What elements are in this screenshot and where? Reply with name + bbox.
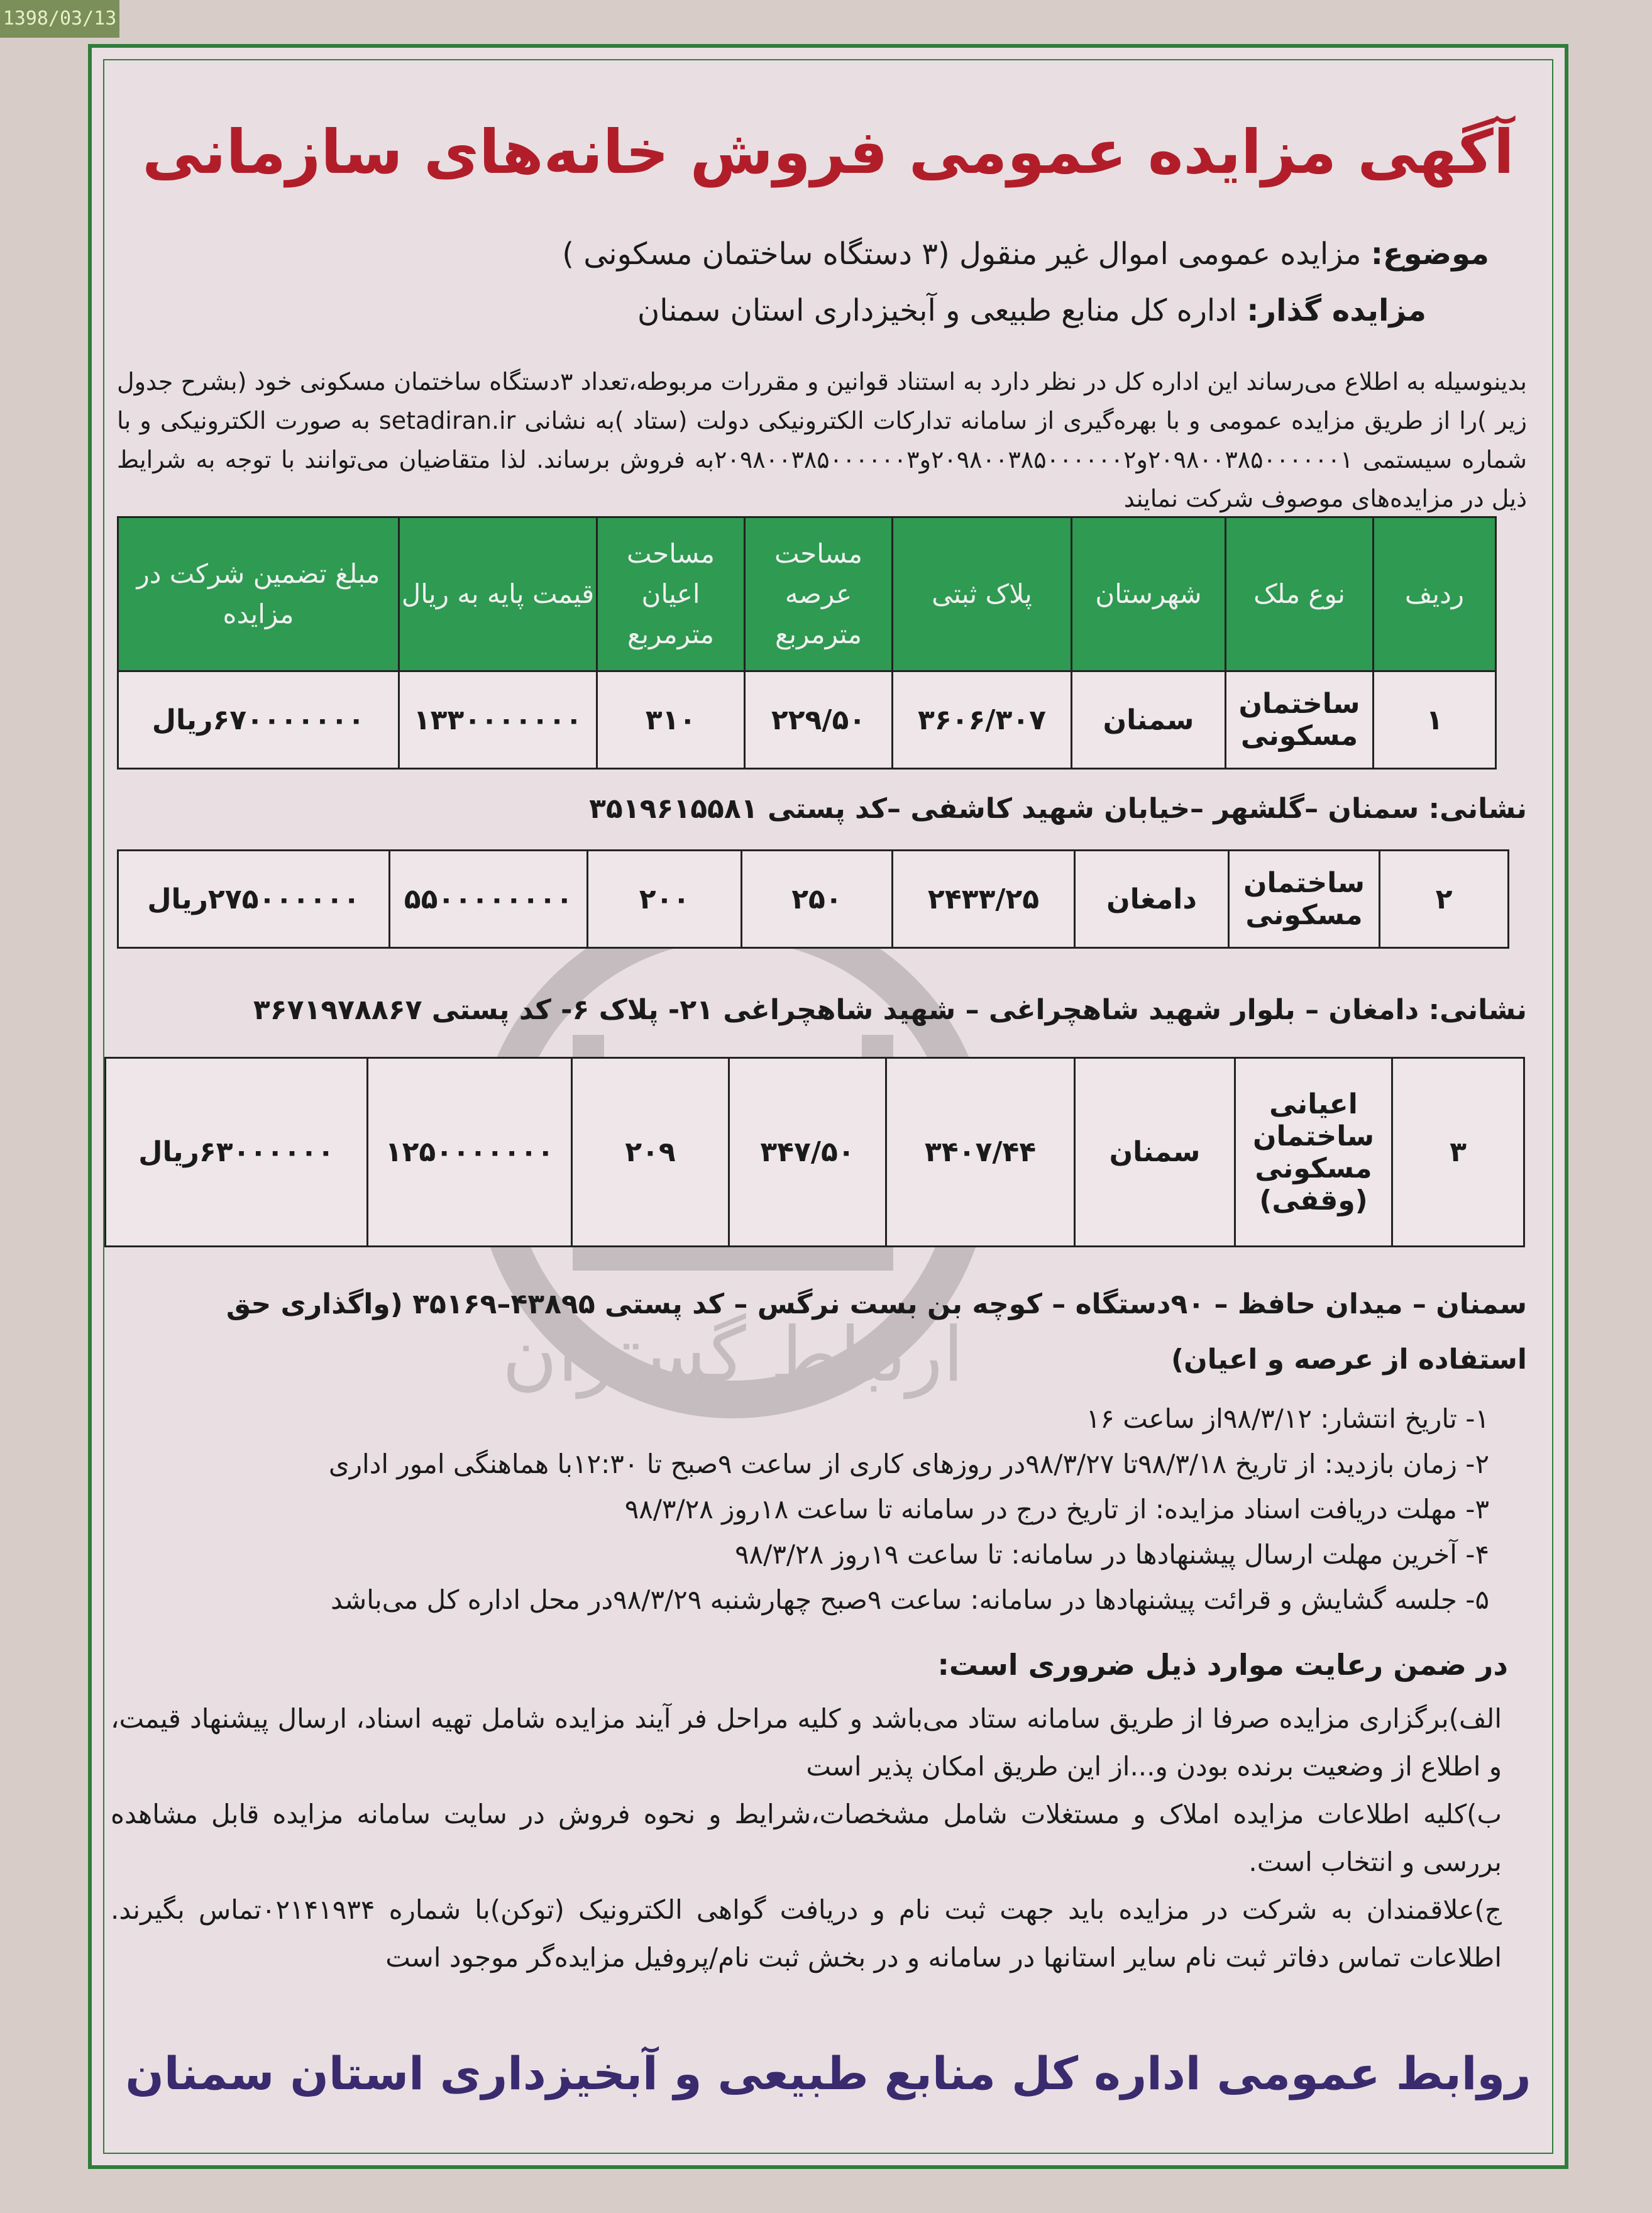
table-header-row (118, 517, 1496, 671)
cell-land: ۳۴۷/۵۰ (729, 1058, 886, 1247)
header-cell: مساحت عرصه مترمربع (745, 517, 893, 671)
cell-no: ۳ (1392, 1058, 1524, 1247)
auctioneer-text: اداره کل منابع طبیعی و آبخیزداری استان سمنان (637, 293, 1237, 328)
subject-label: موضوع: (1370, 236, 1489, 272)
cell-price: ۱۲۵۰۰۰۰۰۰۰ (368, 1058, 572, 1247)
date-stamp: 1398/03/13 (0, 0, 119, 38)
cell-city: سمنان (1072, 671, 1226, 769)
date-item: ۲- زمان بازدید: از تاریخ ۹۸/۳/۱۸تا ۹۸/۳/۲۷در روزهای کاری از ساعت ۹صبح تا ۱۲:۳۰با هماهنگی امور اداری (328, 1449, 1489, 1479)
cell-city: دامغان (1075, 851, 1229, 948)
cell-type: اعیانی ساختمان مسکونی (وقفی) (1235, 1058, 1392, 1247)
cell-building: ۳۱۰ (597, 671, 745, 769)
address-1: نشانی: سمنان –گلشهر –خیابان شهید کاشفی –کد پستی ۳۵۱۹۶۱۵۵۸۱ (589, 793, 1527, 825)
cell-price: ۱۳۳۰۰۰۰۰۰۰ (399, 671, 597, 769)
cell-deposit: ۶۷۰۰۰۰۰۰۰ریال (118, 671, 399, 769)
auctioneer-line (637, 293, 1426, 328)
property-table-2 (117, 849, 1509, 949)
header-cell: مساحت اعیان مترمربع (597, 517, 745, 671)
date-item: ۳- مهلت دریافت اسناد مزایده: از تاریخ درج در سامانه تا ساعت ۱۸روز ۹۸/۳/۲۸ (624, 1494, 1489, 1525)
conditions-list (111, 1695, 1502, 1982)
property-table-3 (104, 1057, 1525, 1247)
cell-building: ۲۰۹ (572, 1058, 729, 1247)
header-cell: مبلغ تضمین شرکت در مزایده (118, 517, 399, 671)
header-cell: قیمت پایه به ریال (399, 517, 597, 671)
condition-item: ب)کلیه اطلاعات مزایده املاک و مستغلات شامل مشخصات،شرایط و نحوه فروش در سایت سامانه مزایده قابل مشاهده بررسی و انتخاب است. (111, 1799, 1502, 1877)
header-cell: ردیف (1374, 517, 1496, 671)
cell-plate: ۳۴۰۷/۴۴ (886, 1058, 1075, 1247)
intro-paragraph: بدینوسیله به اطلاع می‌رساند این اداره کل در نظر دارد به استناد قوانین و مقررات مربوطه،تعداد ۳دستگاه ساختمان مسکونی خود (بشرح جدول زیر )را از طریق مزایده عمومی و با بهره‌گیری از سامانه تدارکات الکترونیکی دولت (ستاد )به نشانی setadiran.ir به صورت الکترونیکی و با شماره سیستمی ۲۰۹۸۰۰۳۸۵۰۰۰۰۰۰۱و۲۰۹۸۰۰۳۸۵۰۰۰۰۰۰۲و۲۰۹۸۰۰۳۸۵۰۰۰۰۰۰۳به فروش برساند. لذا متقاضیان می‌توانند با توجه به شرایط ذیل در مزایده‌های موصوف شرکت نمایند (117, 368, 1528, 512)
cell-plate: ۲۴۳۳/۲۵ (893, 851, 1075, 948)
date-item: ۱- تاریخ انتشار: ۹۸/۳/۱۲از ساعت ۱۶ (1086, 1403, 1489, 1434)
dates-list (329, 1396, 1489, 1623)
table-row (118, 851, 1509, 948)
subject-text: مزایده عمومی اموال غیر منقول (۳ دستگاه ساختمان مسکونی ) (562, 236, 1362, 272)
cell-deposit: ۶۳۰۰۰۰۰۰ریال (106, 1058, 368, 1247)
address-2: نشانی: دامغان – بلوار شهید شاهچراغی – شهید شاهچراغی ۲۱- پلاک ۶- کد پستی ۳۶۷۱۹۷۸۸۶۷ (253, 994, 1527, 1026)
cell-land: ۲۲۹/۵۰ (745, 671, 893, 769)
subject-line (562, 236, 1489, 272)
date-item: ۴- آخرین مهلت ارسال پیشنهادها در سامانه: تا ساعت ۱۹روز ۹۸/۳/۲۸ (735, 1539, 1489, 1570)
address-3: سمنان – میدان حافظ – ۹۰دستگاه – کوچه بن بست نرگس – کد پستی ۴۳۸۹۵–۳۵۱۶۹ (واگذاری حق استفاده از عرصه و اعیان) (226, 1288, 1527, 1376)
condition-item: الف)برگزاری مزایده صرفا از طریق سامانه ستاد می‌باشد و کلیه مراحل فر آیند مزایده شامل تهیه اسناد، ارسال پیشنهاد قیمت، و اطلاع از وضعیت برنده بودن و...از این طریق امکان پذیر است (111, 1703, 1502, 1782)
property-table-1 (117, 516, 1497, 770)
header-cell: پلاک ثبتی (893, 517, 1072, 671)
cell-city: سمنان (1075, 1058, 1235, 1247)
date-item: ۵- جلسه گشایش و قرائت پیشنهادها در سامانه: ساعت ۹صبح چهارشنبه ۹۸/۳/۲۹در محل اداره کل می‌باشد (330, 1584, 1489, 1615)
cell-type: ساختمان مسکونی (1226, 671, 1374, 769)
table-row (118, 671, 1496, 769)
footer-signature: روابط عمومی اداره کل منابع طبیعی و آبخیزداری استان سمنان (125, 2047, 1531, 2100)
conditions-heading: در ضمن رعایت موارد ذیل ضروری است: (937, 1648, 1508, 1682)
cell-land: ۲۵۰ (742, 851, 893, 948)
cell-type: ساختمان مسکونی (1229, 851, 1380, 948)
auction-notice (88, 44, 1568, 2169)
cell-price: ۵۵۰۰۰۰۰۰۰۰ (390, 851, 588, 948)
condition-item: ج)علاقمندان به شرکت در مزایده باید جهت ثبت نام و دریافت گواهی الکترونیک (توکن)با شماره ۰۲۱۴۱۹۳۴تماس بگیرند. اطلاعات تماس دفاتر ثبت نام سایر استانها در سامانه و در بخش ثبت نام/پروفیل مزایده‌گر موجود است (111, 1894, 1502, 1973)
cell-no: ۱ (1374, 671, 1496, 769)
cell-building: ۲۰۰ (588, 851, 742, 948)
watermark-text: ارتباط گستران (502, 1311, 964, 1399)
header-cell: نوع ملک (1226, 517, 1374, 671)
cell-plate: ۳۶۰۶/۳۰۷ (893, 671, 1072, 769)
auctioneer-label: مزایده گذار: (1247, 293, 1426, 328)
cell-no: ۲ (1380, 851, 1509, 948)
cell-deposit: ۲۷۵۰۰۰۰۰۰ریال (118, 851, 390, 948)
notice-title: آگهی مزایده عمومی فروش خانه‌های سازمانی (142, 117, 1514, 187)
header-cell: شهرستان (1072, 517, 1226, 671)
table-row (106, 1058, 1524, 1247)
